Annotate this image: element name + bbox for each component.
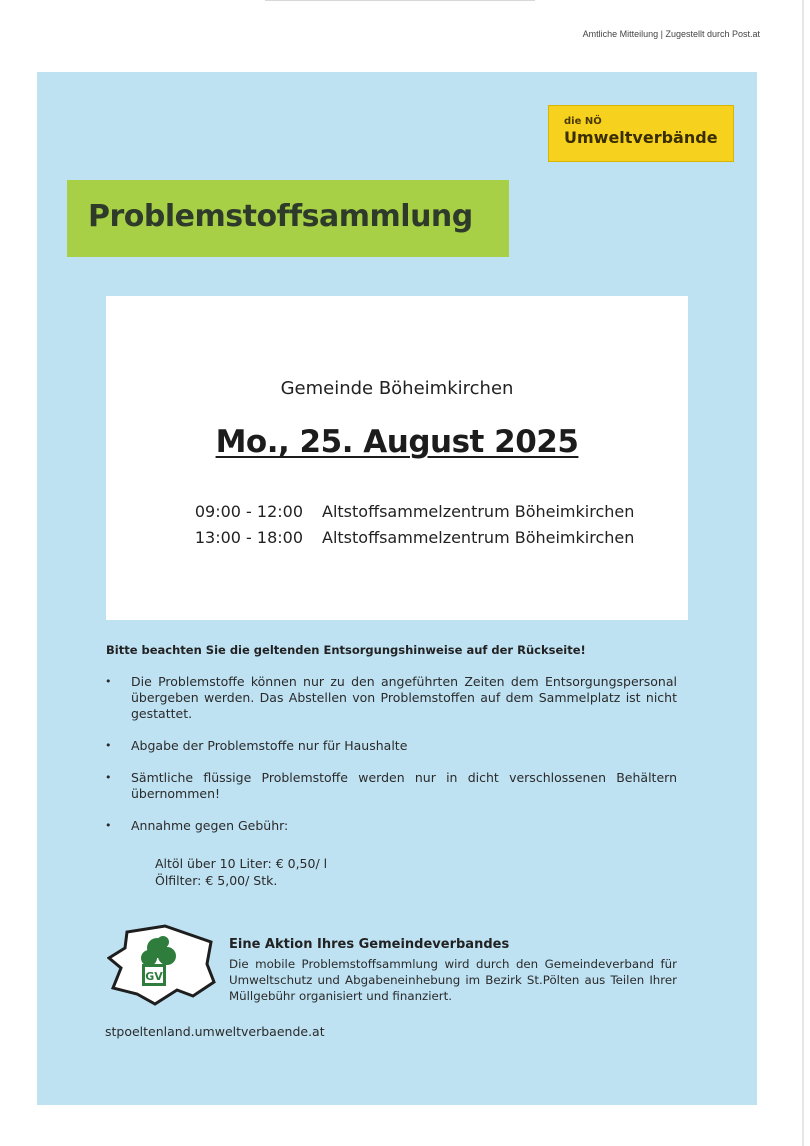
notice-heading: Bitte beachten Sie die geltenden Entsorgungshinweise auf der Rückseite!: [106, 643, 586, 657]
fee-oil: Altöl über 10 Liter: € 0,50/ l: [155, 856, 328, 871]
notice-item: • Abgabe der Problemstoffe nur für Haushalte: [105, 738, 677, 754]
slot-location: Altstoffsammelzentrum Böheimkirchen: [322, 528, 635, 547]
website-link[interactable]: stpoeltenland.umweltverbaende.at: [105, 1024, 325, 1039]
notice-item: • Die Problemstoffe können nur zu den angeführten Zeiten dem Entsorgungspersonal übergeben werden. Das Abstellen von Problemstoffen auf dem Sammelplatz ist nicht gestattet.: [105, 674, 677, 722]
time-slots: [186, 499, 634, 551]
association-text: Die mobile Problemstoffsammlung wird durch den Gemeindeverband für Umweltschutz und Abgabeneinhebung im Bezirk St.Pölten aus Teilen Ihrer Müllgebühr organisiert und finanziert.: [229, 957, 677, 1003]
time-slot-row: [186, 525, 634, 551]
flyer-panel: [37, 72, 757, 1105]
time-slot-row: [186, 499, 634, 525]
event-date: Mo., 25. August 2025: [215, 424, 579, 460]
badge-line1: die NÖ: [564, 116, 602, 127]
scan-edge-right: [802, 0, 804, 1146]
badge-line2: Umweltverbände: [564, 128, 718, 147]
event-box: [106, 296, 688, 620]
logo-text: GV: [145, 970, 163, 983]
slot-time: 13:00 - 18:00: [194, 528, 303, 547]
slot-time: 09:00 - 12:00: [194, 502, 303, 521]
fee-filter: Ölfilter: € 5,00/ Stk.: [155, 873, 278, 888]
notice-list: [105, 674, 677, 850]
official-notice-header: Amtliche Mitteilung | Zugestellt durch Post.at: [582, 29, 760, 39]
scan-edge-line: [265, 0, 535, 1]
notice-item: • Annahme gegen Gebühr:: [105, 818, 677, 834]
gv-logo-icon: [107, 924, 217, 1006]
title-bar: [67, 180, 509, 257]
association-title: Eine Aktion Ihres Gemeindeverbandes: [229, 937, 510, 952]
slot-location: Altstoffsammelzentrum Böheimkirchen: [322, 502, 635, 521]
municipality: Gemeinde Böheimkirchen: [280, 378, 514, 399]
page-title: Problemstoffsammlung: [88, 199, 473, 234]
fee-list: [155, 855, 327, 889]
notice-item: • Sämtliche flüssige Problemstoffe werden nur in dicht verschlossenen Behältern übernommen!: [105, 770, 677, 802]
umweltverbaende-badge: [548, 105, 734, 162]
